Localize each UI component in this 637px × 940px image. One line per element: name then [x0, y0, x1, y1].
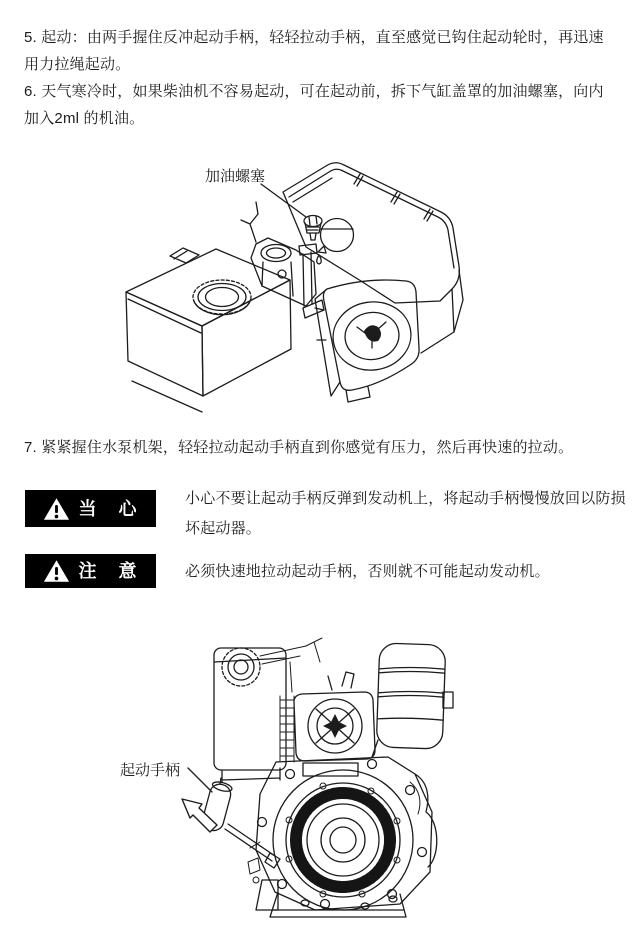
fuel-tank	[214, 648, 286, 782]
notice-badge-label: 注 意	[78, 561, 139, 581]
warning-triangle-icon	[43, 559, 70, 583]
leader-line	[188, 768, 212, 792]
warning-triangle-icon	[43, 497, 70, 521]
paragraph-6: 6. 天气寒冷时，如果柴油机不容易起动，可在起动前，拆下气缸盖罩的加油螺塞，向内加入2ml 的机油。	[24, 83, 604, 127]
fuel-cap	[193, 280, 251, 315]
caution-badge-label: 当 心	[78, 498, 139, 519]
fuel-tank	[126, 248, 291, 412]
air-cleaner	[294, 672, 375, 761]
notice-text: 必须快速地拉动起动手柄，否则就不可能起动发动机。	[185, 563, 550, 580]
paragraph-7: 7. 紧紧握住水泵机架，轻轻拉动起动手柄直到你感觉有压力，然后再快速的拉动。	[24, 439, 574, 456]
figure-engine-side	[110, 622, 470, 940]
caution-badge	[25, 490, 156, 527]
figure1-label: 加油螺塞	[205, 168, 266, 185]
paragraph-5: 5. 起动：由两手握住反冲起动手柄，轻轻拉动手柄，直至感觉已钩住起动轮时，再迅速用力拉绳起动。	[24, 29, 604, 73]
injector-cluster	[241, 202, 324, 318]
pull-direction-arrow	[182, 799, 217, 832]
notice-badge	[25, 554, 156, 588]
caution-text: 小心不要让起动手柄反弹到发动机上，将起动手柄慢慢放回以防损坏起动器。	[185, 490, 626, 537]
muffler	[372, 643, 453, 757]
leader-line	[261, 184, 306, 217]
recoil-starter	[315, 280, 419, 402]
figure2-label: 起动手柄	[120, 762, 181, 779]
figure-engine-isometric	[110, 150, 480, 415]
cylinder-fins	[280, 696, 294, 762]
governor-linkage	[260, 638, 322, 692]
nameplate	[303, 763, 358, 776]
